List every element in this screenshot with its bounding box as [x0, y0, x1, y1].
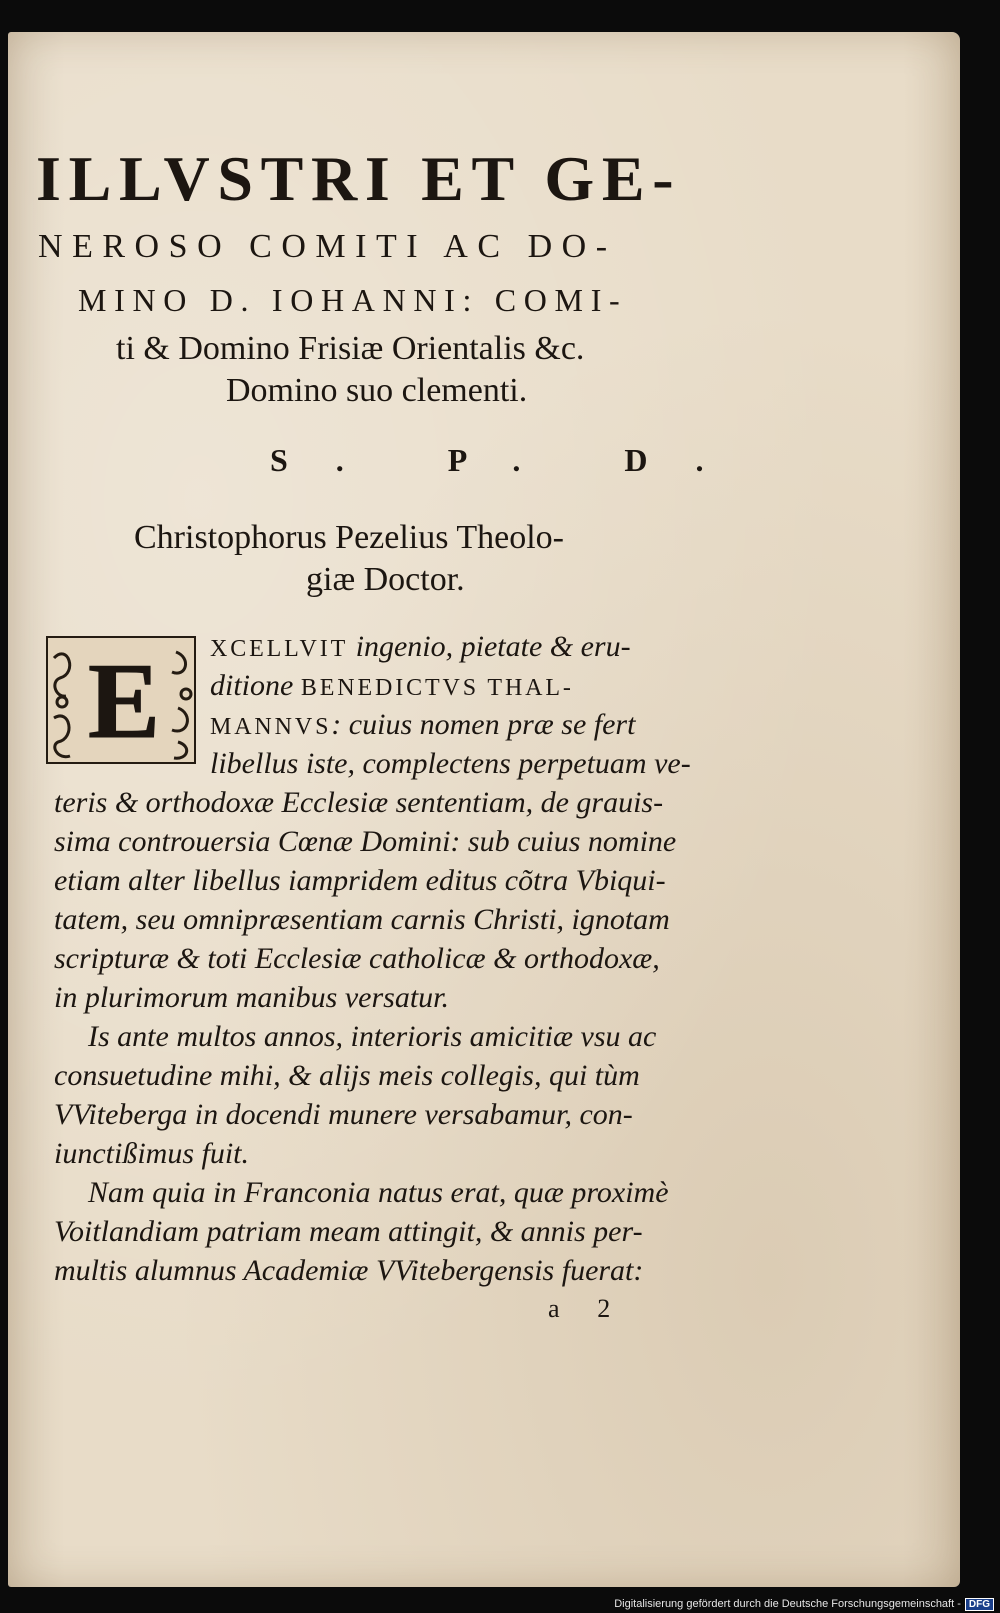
body-line-2-text: ditione [210, 669, 301, 702]
body-line-8: tatem, seu omnipræsentiam carnis Christi, ignotam [54, 903, 670, 936]
dfg-logo: DFG [965, 1598, 994, 1611]
body-line-12: consuetudine mihi, & alijs meis collegis, qui tùm [54, 1059, 640, 1092]
body-line-10: in plurimorum manibus versatur. [54, 981, 450, 1014]
body-line-2-caps: BENEDICTVS THAL- [300, 675, 574, 701]
body-line-4: libellus iste, complectens perpetuam ve- [210, 747, 691, 780]
salutation: S. P. D. [270, 442, 752, 478]
footer-text: Digitalisierung gefördert durch die Deutsche Forschungsgemeinschaft - [614, 1598, 961, 1610]
body-line-3-text: : cuius nomen præ se fert [331, 708, 636, 741]
title-line-1: ILLVSTRI ET GE- [36, 143, 682, 214]
body-line-3 [210, 706, 910, 746]
title-line-3: MINO D. IOHANNI: COMI- [78, 282, 628, 318]
title-line-2: NEROSO COMITI AC DO- [38, 228, 617, 265]
body-line-3-caps: MANNVS [210, 714, 332, 740]
body-line-9: scripturæ & toti Ecclesiæ catholicæ & orthodoxæ, [54, 942, 660, 975]
body-line-14: iunctißimus fuit. [54, 1137, 249, 1170]
signature-mark: a 2 [548, 1294, 626, 1323]
body-line-13: VViteberga in docendi munere versabamur, con- [54, 1098, 633, 1131]
body-line-16: Voitlandiam patriam meam attingit, & annis per- [54, 1215, 643, 1248]
body-line-6: sima controuersia Cœnæ Domini: sub cuius nomine [54, 825, 677, 858]
body-line-1-caps: XCELLVIT [210, 636, 349, 662]
title-line-5: Domino suo clementi. [226, 372, 528, 409]
body-line-11: Is ante multos annos, interioris amicitiæ vsu ac [88, 1020, 657, 1053]
decorated-initial [46, 636, 196, 764]
body-line-17: multis alumnus Academiæ VVitebergensis fuerat: [54, 1254, 644, 1287]
book-page [8, 32, 960, 1587]
body-line-1-text: ingenio, pietate & eru- [348, 630, 631, 663]
body-line-7: etiam alter libellus iampridem editus cõtra Vbiqui- [54, 864, 666, 897]
initial-letter: E [87, 642, 161, 761]
body-line-2 [210, 667, 910, 707]
body-line-5: teris & orthodoxæ Ecclesiæ sententiam, de grauis- [54, 786, 664, 819]
digitization-footer [614, 1598, 994, 1611]
author-line-1: Christophorus Pezelius Theolo- [134, 519, 564, 556]
body-line-15: Nam quia in Franconia natus erat, quæ proximè [88, 1176, 669, 1209]
author-line-2: giæ Doctor. [306, 561, 465, 598]
title-line-4: ti & Domino Frisiæ Orientalis &c. [116, 330, 585, 367]
body-line-1 [210, 628, 910, 668]
